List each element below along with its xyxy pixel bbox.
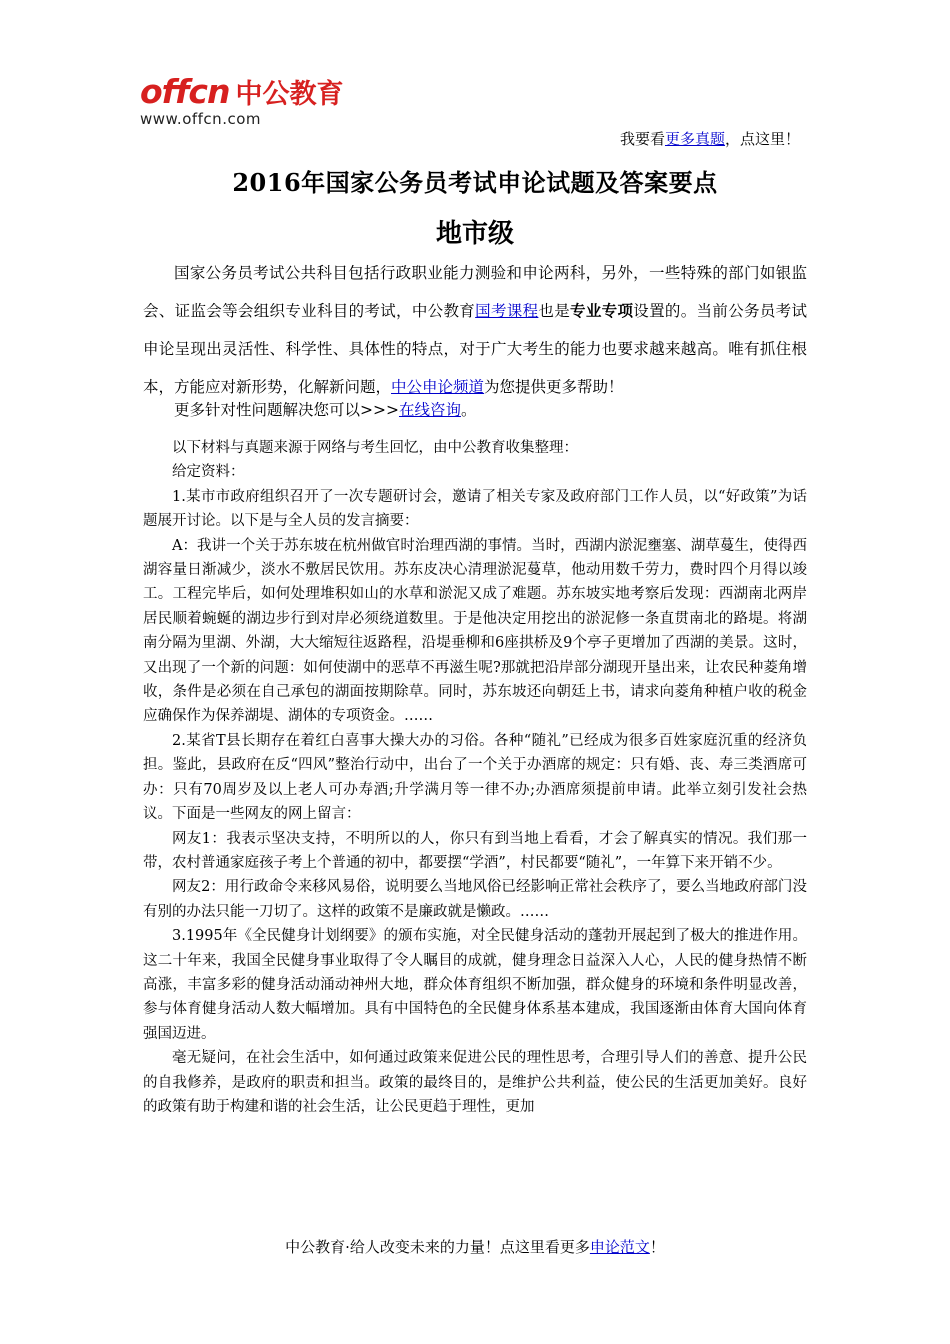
body-paragraph: 毫无疑问，在社会生活中，如何通过政策来促进公民的理性思考，合理引导人们的善意、提升公民的自我修养，是政府的职责和担当。政策的最终目的，是维护公共利益，使公民的生活更加美好。良好的政策有助于构建和谐的社会生活，让公民更趋于理性，更加 (143, 1050, 807, 1115)
logo-url: www.offcn.com (140, 110, 261, 128)
essay-samples-link[interactable]: 申论范文 (589, 1238, 650, 1256)
intro-section (143, 254, 807, 406)
document-title: 2016年国家公务员考试申论试题及答案要点 (232, 168, 718, 197)
intro-text-d: 为您提供更多帮助！ (484, 378, 624, 396)
body-paragraph: 网友1：我表示坚决支持，不明所以的人，你只有到当地上看看，才会了解真实的情况。我们那一带，农村普通家庭孩子考上个普通的初中，都要摆“学酒”，村民都要“随礼”，一年算下来开销不少。 (143, 830, 807, 871)
more-prefix: 更多针对性问题解决您可以>>> (174, 401, 399, 419)
document-subtitle: 地市级 (435, 219, 514, 249)
intro-text-b: 也是 (538, 302, 571, 320)
logo-wordmark (140, 66, 344, 111)
intro-text-a: 国家公务员考试公共科目包括行政职业能力测验和申论两科，另外，一些特殊的部门如银监会、证监会等会组织专业科目的考试，中公教育 (143, 264, 807, 320)
footer-prefix: 中公教育·给人改变未来的力量！点这里看更多 (285, 1238, 590, 1256)
national-exam-course-link[interactable]: 国考课程 (475, 302, 539, 320)
more-questions-link[interactable]: 更多真题 (664, 130, 725, 148)
essay-channel-link[interactable]: 中公申论频道 (391, 378, 485, 396)
body-paragraph: 以下材料与真题来源于网络与考生回忆，由中公教育收集整理： (172, 440, 578, 456)
top-more-questions (620, 128, 800, 149)
body-paragraph: 1.某市市政府组织召开了一次专题研讨会，邀请了相关专家及政府部门工作人员，以“好政策”为话题展开讨论。以下是与全人员的发言摘要： (143, 488, 807, 530)
body-paragraph: 给定资料： (172, 464, 245, 481)
body-paragraph: 3.1995年《全民健身计划纲要》的颁布实施，对全民健身活动的蓬勃开展起到了极大的推进作用。这二十年来，我国全民健身事业取得了令人瞩目的成就，健身理念日益深入人心，人民的健身热情不断高涨，丰富多彩的健身活动涌动神州大地，群众体育组织不断加强，群众健身的环境和条件明显改善，参与体育健身活动人数大幅增加。具有中国特色的全民健身体系基本建成，我国逐渐由体育大国向体育强国迈进。 (143, 928, 807, 1042)
online-consult-link[interactable]: 在线咨询 (398, 401, 461, 419)
page-footer (0, 1236, 950, 1257)
intro-text-c: 设置的。当前公务员考试申论呈现出灵活性、科学性、具体性的特点，对于广大考生的能力也要求越来越高。唯有抓住根本，方能应对新形势，化解新问题， (143, 302, 807, 396)
logo-brand-latin: offcn (140, 72, 230, 111)
body-paragraph: A：我讲一个关于苏东坡在杭州做官时治理西湖的事情。当时，西湖内淤泥壅塞、湖草蔓生，使得西湖容量日渐减少，淡水不敷居民饮用。苏东皮决心清理淤泥蔓草，他动用数千劳力，费时四个月得以竣工。工程完毕后，如何处理堆积如山的水草和淤泥又成了难题。苏东坡实地考察后发现：西湖南北两岸居民顺着蜿蜒的湖边步行到对岸必须绕道数里。于是他决定用挖出的淤泥修一条直贯南北的路堤。将湖南分隔为里湖、外湖，大大缩短往返路程，沿堤垂柳和6座拱桥及9个亭子更增加了西湖的美景。这时，又出现了一个新的问题：如何使湖中的恶草不再滋生呢?那就把沿岸部分湖现开垦出来，让农民种菱角增收，条件是必须在自己承包的湖面按期除草。同时，苏东坡还向朝廷上书，请求向菱角种植户收的税金应确保作为保养湖堤、湖体的专项资金。…… (143, 537, 807, 725)
logo-brand-cn: 中公教育 (235, 79, 344, 110)
intro-bold-text: 专业专项 (570, 301, 634, 320)
material-body (143, 436, 807, 1119)
offcn-logo[interactable] (140, 66, 343, 128)
top-link-prefix: 我要看 (619, 130, 665, 148)
more-suffix: 。 (460, 401, 477, 419)
online-consult-line (174, 398, 477, 420)
body-paragraph: 2.某省T县长期存在着红白喜事大操大办的习俗。各种“随礼”已经成为很多百姓家庭沉重的经济负担。鉴此，县政府在反“四风”整治行动中，出台了一个关于办酒席的规定：只有婚、丧、寿三类酒席可办：只有70周岁及以上老人可办寿酒;升学满月等一律不办;办酒席须提前申请。此举立刻引发社会热议。下面是一些网友的网上留言： (143, 732, 807, 823)
footer-suffix: ！ (649, 1238, 665, 1256)
top-link-suffix: ，点这里！ (724, 130, 800, 148)
intro-paragraph (143, 254, 807, 406)
body-paragraph: 网友2：用行政命令来移风易俗，说明要么当地风俗已经影响正常社会秩序了，要么当地政府部门没有别的办法只能一刀切了。这样的政策不是廉政就是懒政。…… (143, 879, 807, 920)
